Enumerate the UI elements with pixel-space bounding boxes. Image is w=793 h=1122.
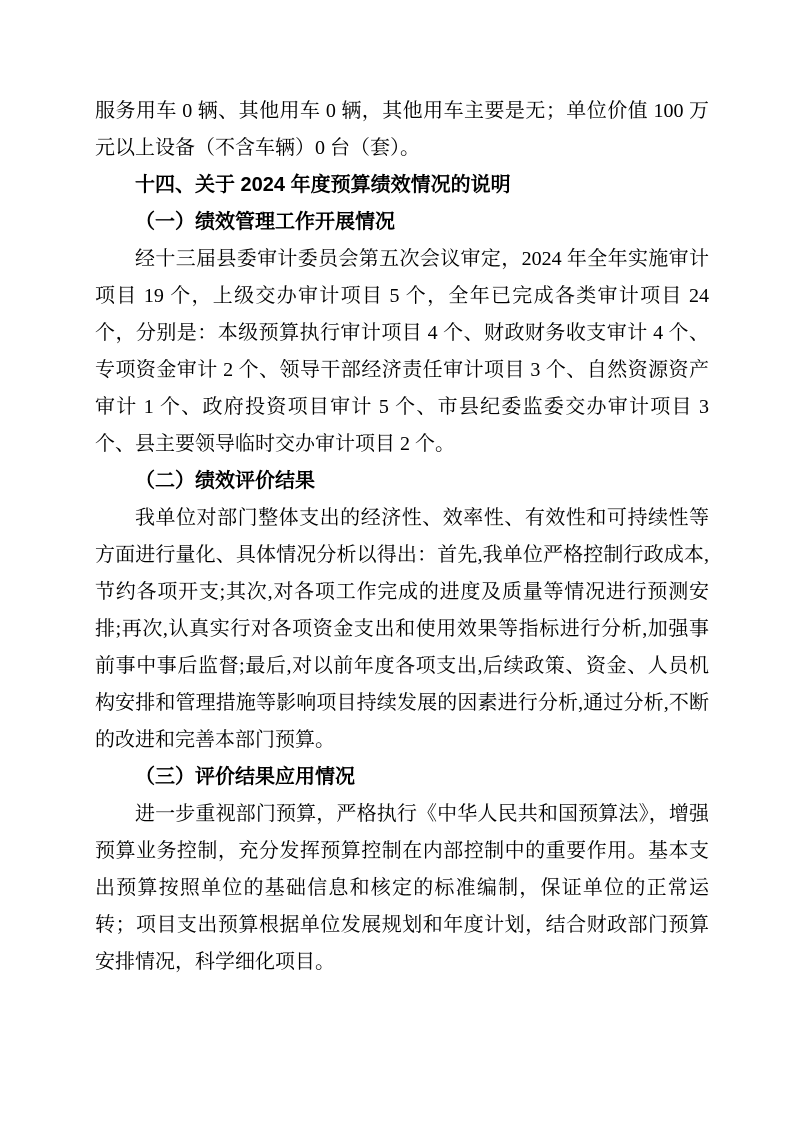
paragraph: 进一步重视部门预算，严格执行《中华人民共和国预算法》，增强预算业务控制，充分发挥预算控制在内部控制中的重要作用。基本支出预算按照单位的基础信息和核定的标准编制，保证单位的正常运转；项目支出预算根据单位发展规划和年度计划，结合财政部门预算安排情况，科学细化项目。 (95, 803, 709, 973)
section-heading: （三）评价结果应用情况 (135, 766, 355, 788)
document-content (95, 93, 709, 981)
paragraph: 我单位对部门整体支出的经济性、效率性、有效性和可持续性等方面进行量化、具体情况分析以得出：首先,我单位严格控制行政成本,节约各项开支;其次,对各项工作完成的进度及质量等情况进行预测安排;再次,认真实行对各项资金支出和使用效果等指标进行分析,加强事前事中事后监督;最后,对以前年度各项支出,后续政策、资金、人员机构安排和管理措施等影响项目持续发展的因素进行分析,通过分析,不断的改进和完善本部门预算。 (95, 507, 709, 751)
section-heading: （一）绩效管理工作开展情况 (135, 211, 395, 233)
section-heading: （二）绩效评价结果 (135, 470, 315, 492)
paragraph: 服务用车 0 辆、其他用车 0 辆，其他用车主要是无；单位价值 100 万元以上设备（不含车辆）0 台（套）。 (95, 100, 709, 159)
paragraph: 经十三届县委审计委员会第五次会议审定，2024 年全年实施审计项目 19 个，上级交办审计项目 5 个，全年已完成各类审计项目 24 个，分别是：本级预算执行审计项目 4 个、财政财务收支审计 4 个、专项资金审计 2 个、领导干部经济责任审计项目 3 个、自然资源资产审计 1 个、政府投资项目审计 5 个、市县纪委监委交办审计项目 3 个、县主要领导临时交办审计项目 2 个。 (95, 248, 709, 455)
section-heading: 十四、关于 2024 年度预算绩效情况的说明 (135, 174, 511, 196)
